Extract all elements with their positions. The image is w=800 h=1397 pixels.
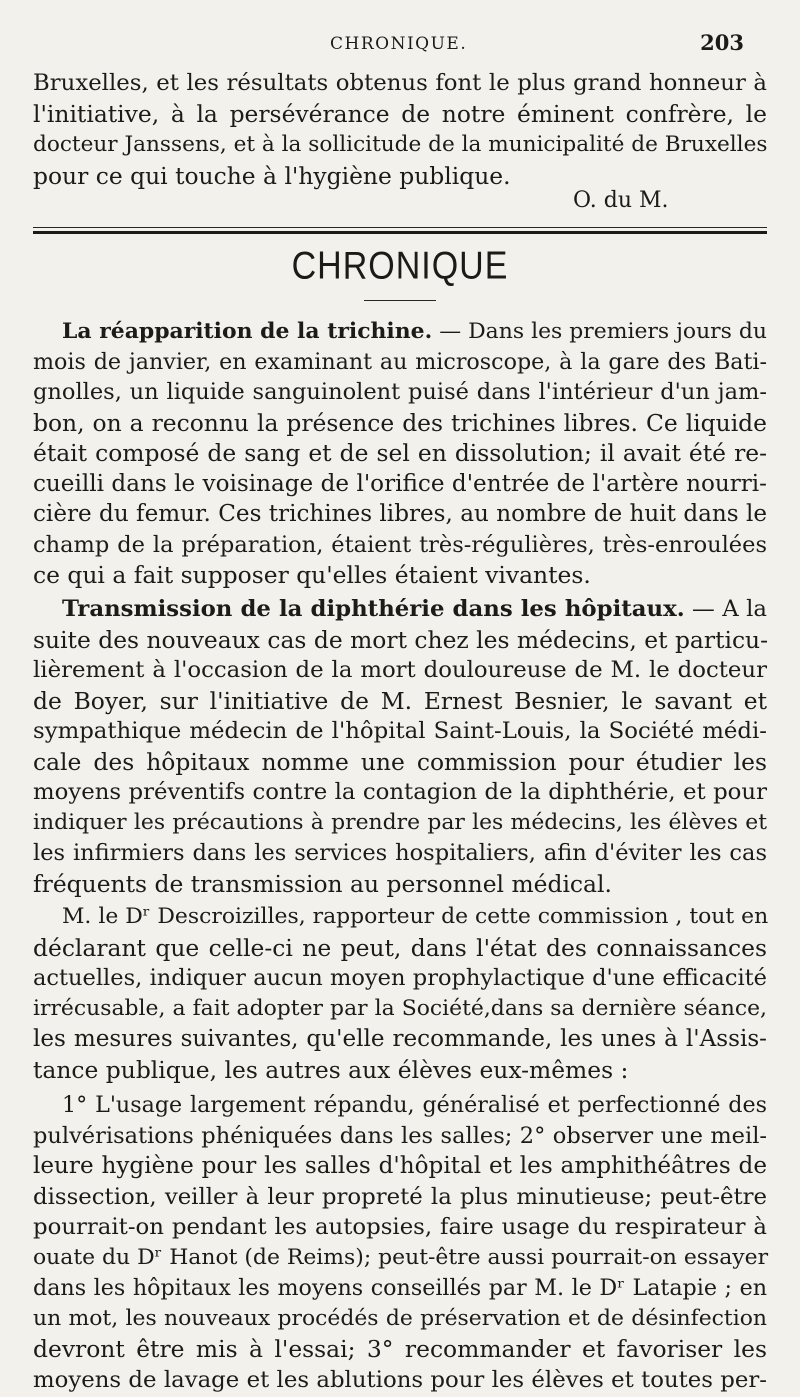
body-line: cueilli dans le voisinage de l'orifice d'entrée de l'artère nourri- (33, 471, 767, 497)
body-line: indiquer les précautions à prendre par les médecins, les élèves et (33, 810, 767, 835)
body-line: champ de la préparation, étaient très-régulières, très-enroulées (33, 532, 767, 558)
article-heading-rest: — Dans les premiers jours du (432, 319, 768, 344)
article-heading: La réapparition de la trichine. (62, 318, 433, 344)
signature: O. du M. (573, 188, 669, 213)
page-number: 203 (700, 30, 744, 55)
body-line: dans les hôpitaux les moyens conseillés par M. le Dʳ Latapie ; en (33, 1275, 767, 1301)
body-line: actuelles, indiquer aucun moyen prophylactique d'une efficacité (33, 965, 767, 991)
article-heading: Transmission de la diphthérie dans les hôpitaux. (62, 596, 685, 622)
body-line: suite des nouveaux cas de mort chez les médecins, et particu- (33, 626, 769, 654)
body-line: pulvérisations phéniquées dans les salles; 2° observer une meil- (33, 1123, 767, 1149)
section-title: CHRONIQUE (291, 244, 509, 288)
running-title: CHRONIQUE. (330, 34, 468, 54)
body-line: pour ce qui touche à l'hygiène publique. (33, 162, 511, 190)
divider-rule-thick (33, 231, 767, 234)
title-underline (364, 300, 436, 301)
article-first-line (62, 594, 767, 624)
body-line: Bruxelles, et les résultats obtenus font le plus grand honneur à (33, 70, 767, 96)
body-line: M. le Dʳ Descroizilles, rapporteur de cette commission , tout en (62, 904, 769, 929)
body-line: moyens de lavage et les ablutions pour les élèves et toutes per- (33, 1367, 767, 1393)
body-line: un mot, les nouveaux procédés de préservation et de désinfection (33, 1306, 767, 1331)
body-line: pourrait-on pendant les autopsies, faire usage du respirateur à (33, 1214, 767, 1240)
body-line: gnolles, un liquide sanguinolent puisé dans l'intérieur d'un jam- (33, 379, 767, 405)
running-head (0, 30, 800, 58)
body-line: mois de janvier, en examinant au microscope, à la gare des Bati- (33, 349, 767, 375)
body-line: tance publique, les autres aux élèves eux-mêmes : (33, 1056, 629, 1084)
body-line: devront être mis à l'essai; 3° recommander et favoriser les (33, 1335, 767, 1363)
body-line: sympathique médecin de l'hôpital Saint-Louis, la Société médi- (33, 718, 767, 744)
body-line: ouate du Dʳ Hanot (de Reims); peut-être aussi pourrait-on essayer (33, 1245, 769, 1270)
body-line: de Boyer, sur l'initiative de M. Ernest Besnier, le savant et (33, 687, 767, 715)
body-line: ce qui a fait supposer qu'elles étaient vivantes. (33, 561, 591, 589)
body-line: moyens préventifs contre la contagion de la diphthérie, et pour (33, 779, 767, 805)
body-line: fréquents de transmission au personnel médical. (33, 870, 612, 898)
body-line: dissection, veiller à leur propreté la plus minutieuse; peut-être (33, 1184, 767, 1210)
article-heading-rest: — A la (684, 596, 767, 622)
body-line: leure hygiène pour les salles d'hôpital et les amphithéâtres de (33, 1153, 767, 1179)
body-line: 1° L'usage largement répandu, généralisé et perfectionné des (62, 1092, 767, 1118)
body-line: les mesures suivantes, qu'elle recommande, les unes à l'Assis- (33, 1026, 767, 1052)
body-line: déclarant que celle-ci ne peut, dans l'état des connaissances (33, 934, 767, 962)
divider-rule (33, 227, 767, 228)
body-line: l'initiative, à la persévérance de notre éminent confrère, le (33, 100, 767, 128)
article-first-line (62, 316, 767, 346)
body-line: les infirmiers dans les services hospitaliers, afin d'éviter les cas (33, 840, 767, 866)
body-line: bon, on a reconnu la présence des trichines libres. Ce liquide (33, 409, 767, 437)
body-line: lièrement à l'occasion de la mort douloureuse de M. le docteur (33, 657, 767, 683)
body-line: cière du femur. Ces trichines libres, au nombre de huit dans le (33, 501, 767, 527)
body-line: docteur Janssens, et à la sollicitude de la municipalité de Bruxelles (33, 132, 768, 157)
body-line: était composé de sang et de sel en dissolution; il avait été re- (33, 439, 767, 467)
body-line: irrécusable, a fait adopter par la Société,dans sa dernière séance, (33, 996, 767, 1021)
body-line: cale des hôpitaux nomme une commission pour étudier les (33, 748, 767, 776)
